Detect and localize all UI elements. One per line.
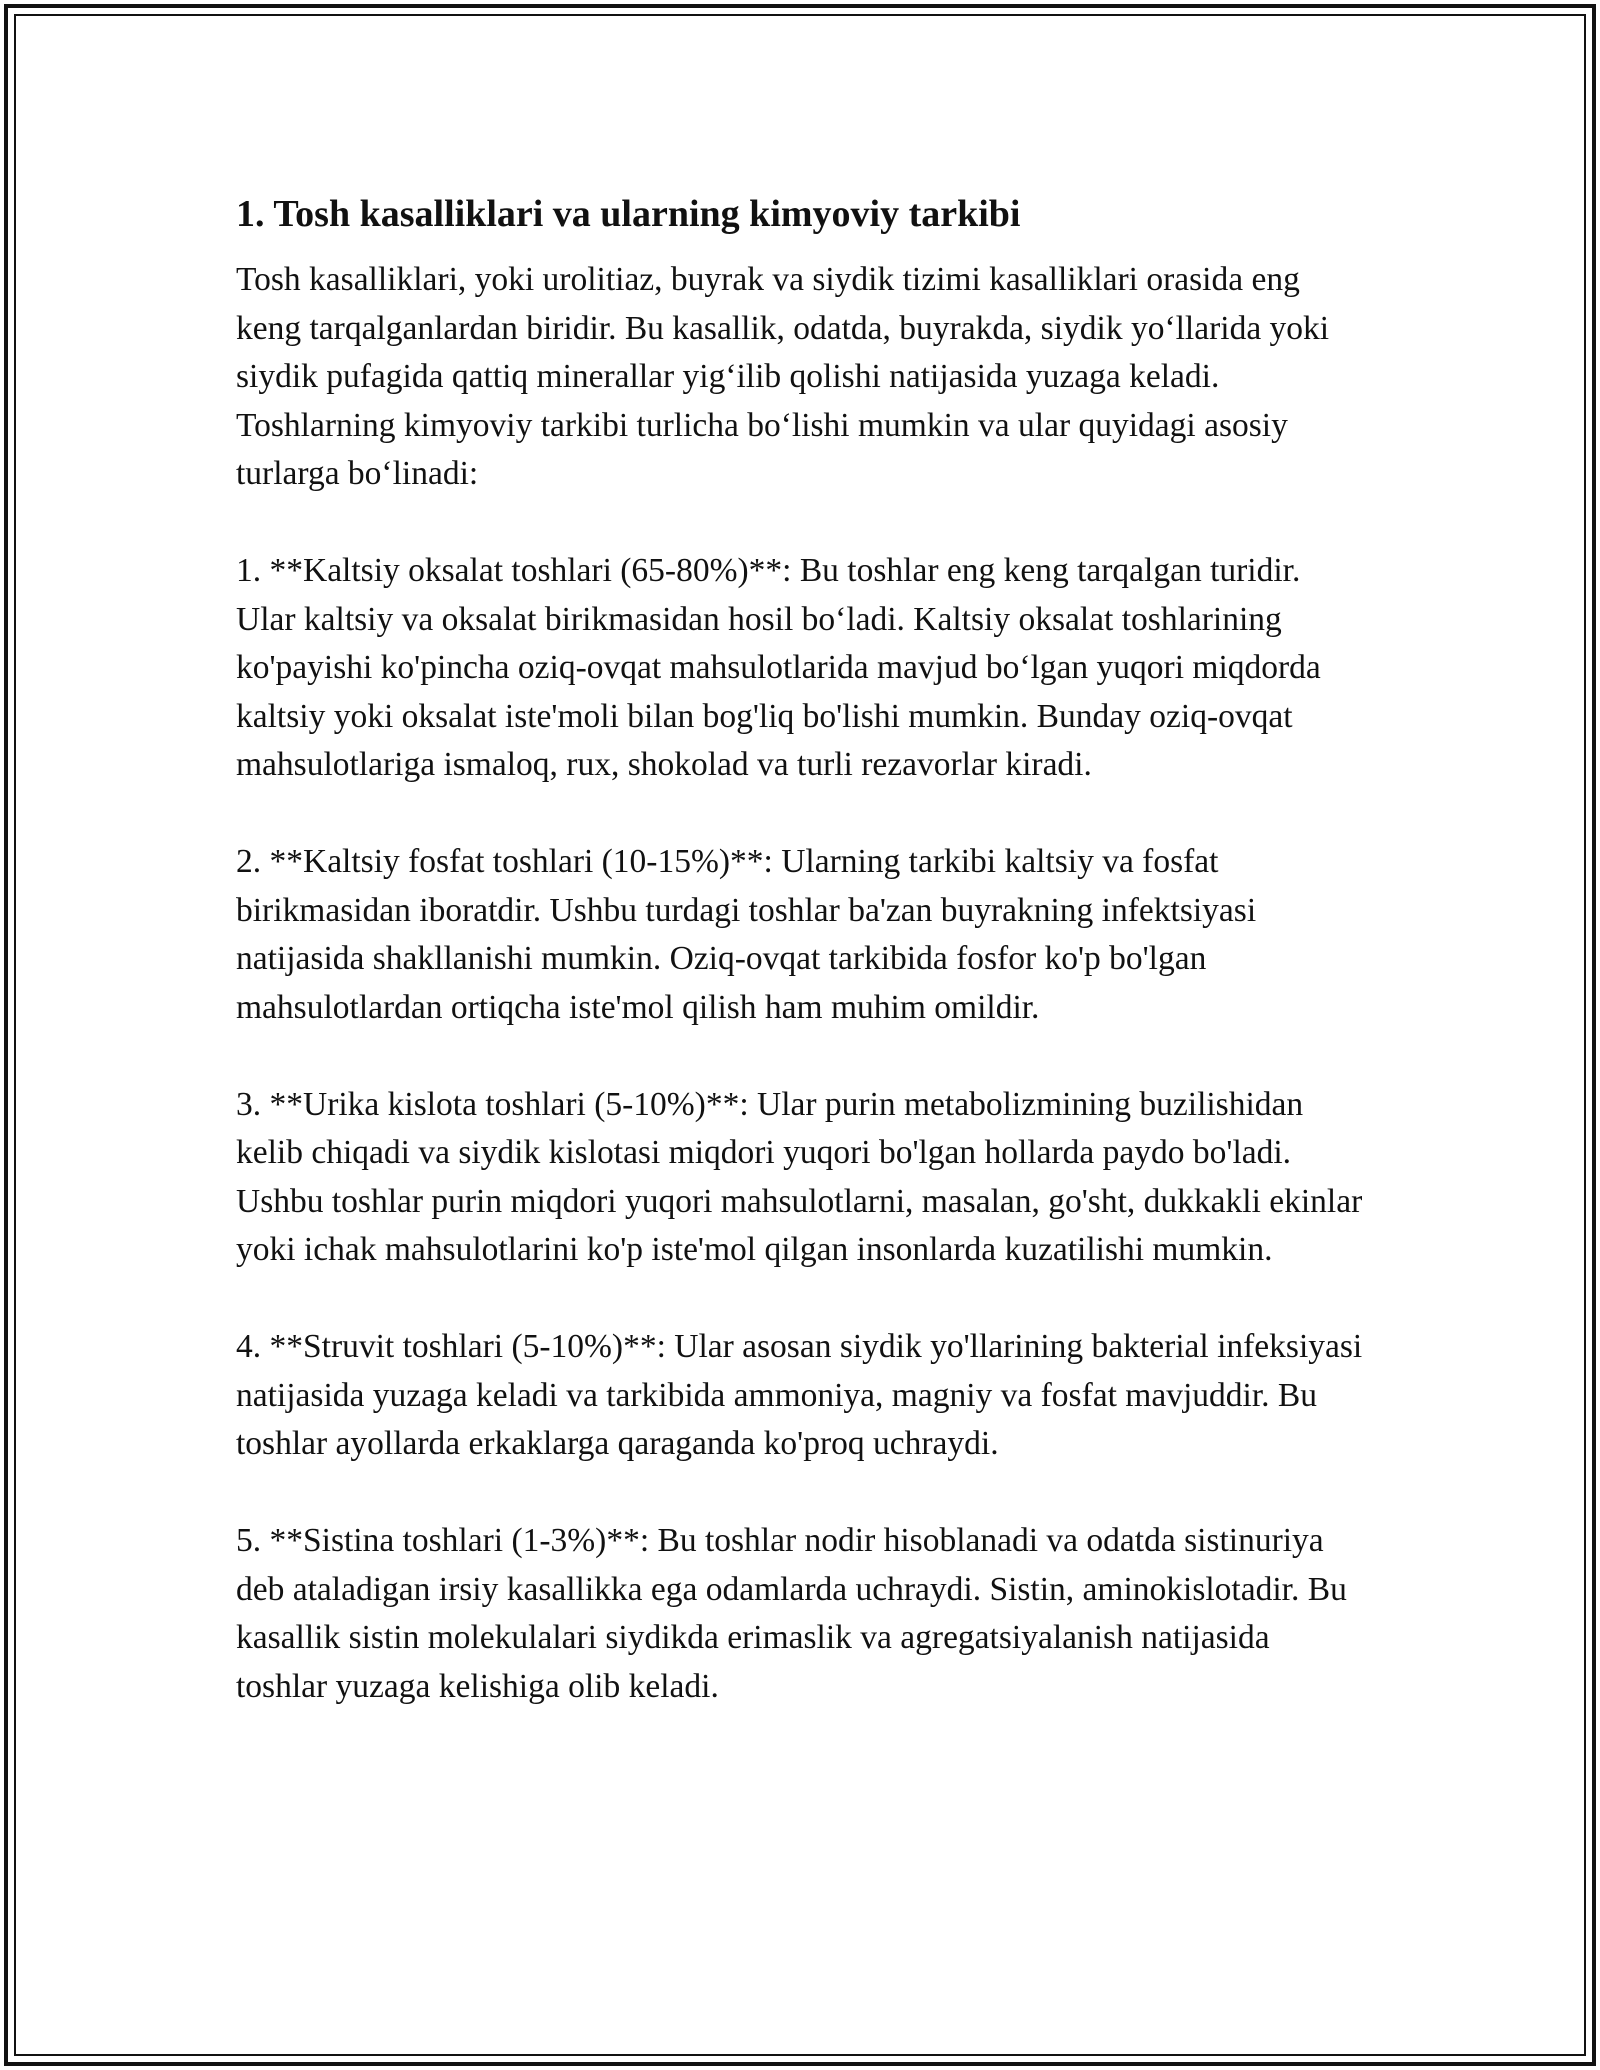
list-item-calcium-oxalate: 1. **Kaltsiy oksalat toshlari (65-80%)**: Bu toshlar eng keng tarqalgan turidir. Ular kaltsiy va oksalat birikmasidan hosil bo‘ladi. Kaltsiy oksalat toshlarining ko'payishi ko'pincha oziq-ovqat mahsulotlarida mavjud bo‘lgan yuqori miqdorda kaltsiy yoki oksalat iste'moli bilan bog'liq bo'lishi mumkin. Bunday oziq-ovqat mahsulotlariga ismaloq, rux, shokolad va turli rezavorlar kiradi. [236, 552, 1321, 783]
list-item-cystine: 5. **Sistina toshlari (1-3%)**: Bu toshlar nodir hisoblanadi va odatda sistinuriya deb ataladigan irsiy kasallikka ega odamlarda uchraydi. Sistin, aminokislotadir. Bu kasallik sistin molekulalari siydikda erimaslik va agregatsiyalanish natijasida toshlar yuzaga kelishiga olib keladi. [236, 1522, 1347, 1705]
list-item-struvite: 4. **Struvit toshlari (5-10%)**: Ular asosan siydik yo'llarining bakterial infeksiyasi natijasida yuzaga keladi va tarkibida ammoniya, magniy va fosfat mavjuddir. Bu toshlar ayollarda erkaklarga qaraganda ko'proq uchraydi. [236, 1328, 1363, 1462]
section-heading: 1. Tosh kasalliklari va ularning kimyoviy tarkibi [236, 193, 1021, 235]
list-item-calcium-phosphate: 2. **Kaltsiy fosfat toshlari (10-15%)**: Ularning tarkibi kaltsiy va fosfat birikmasidan iboratdir. Ushbu turdagi toshlar ba'zan buyrakning infektsiyasi natijasida shakllanishi mumkin. Oziq-ovqat tarkibida fosfor ko'p bo'lgan mahsulotlardan ortiqcha iste'mol qilish ham muhim omildir. [236, 843, 1257, 1026]
document-body [236, 188, 1366, 1760]
intro-paragraph: Tosh kasalliklari, yoki urolitiaz, buyrak va siydik tizimi kasalliklari orasida eng keng tarqalganlardan biridir. Bu kasallik, odatda, buyrakda, siydik yo‘llarida yoki siydik pufagida qattiq minerallar yig‘ilib qolishi natijasida yuzaga keladi. Toshlarning kimyoviy tarkibi turlicha bo‘lishi mumkin va ular quyidagi asosiy turlarga bo‘linadi: [236, 261, 1330, 492]
list-item-uric-acid: 3. **Urika kislota toshlari (5-10%)**: Ular purin metabolizmining buzilishidan kelib chiqadi va siydik kislotasi miqdori yuqori bo'lgan hollarda paydo bo'ladi. Ushbu toshlar purin miqdori yuqori mahsulotlarni, masalan, go'sht, dukkakli ekinlar yoki ichak mahsulotlarini ko'p iste'mol qilgan insonlarda kuzatilishi mumkin. [236, 1085, 1363, 1268]
